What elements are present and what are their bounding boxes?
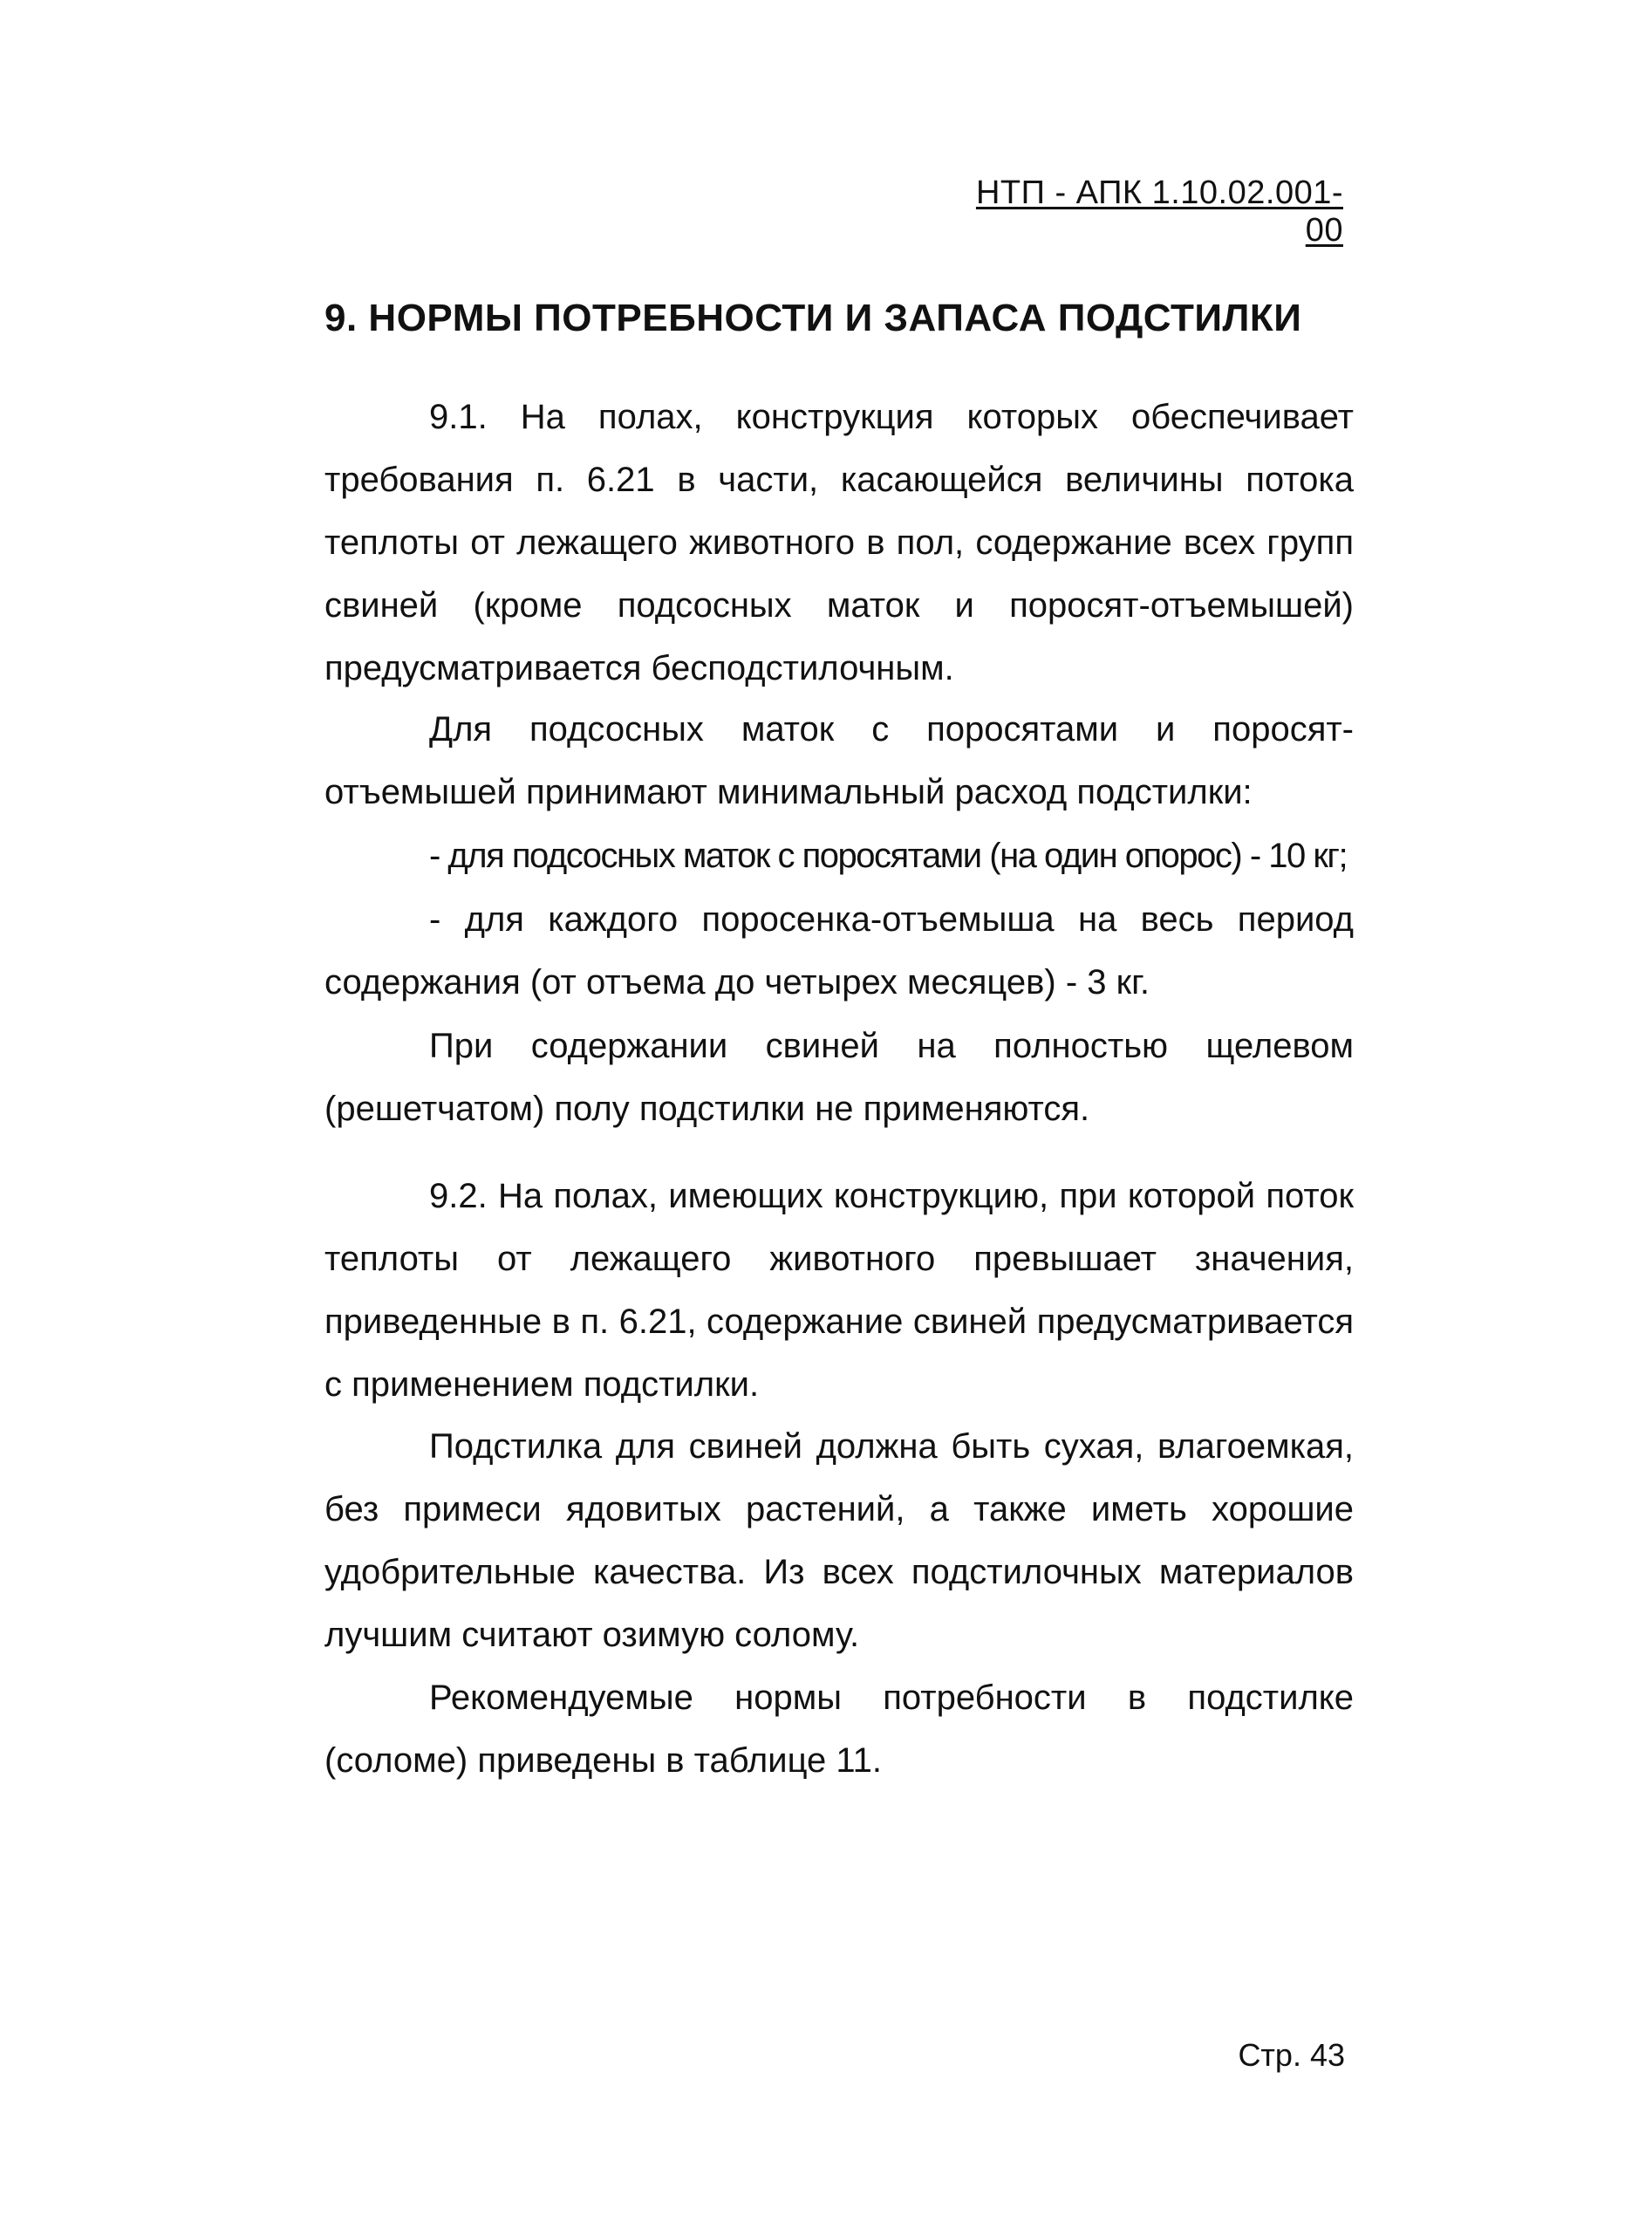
list-item-sows: - для подсосных маток с поросятами (на один опорос) - 10 кг;	[429, 837, 1348, 875]
list-item-weaners: - для каждого поросенка-отъемыша на весь период содержания (от отъема до четырех месяцев) - 3 кг.	[324, 900, 1354, 1002]
page-number: Стр. 43	[1238, 2037, 1345, 2073]
paragraph-slatted-floor: При содержании свиней на полностью щелевом (решетчатом) полу подстилки не применяются.	[324, 1027, 1354, 1128]
paragraph-bedding-requirements: Подстилка для свиней должна быть сухая, влагоемкая, без примеси ядовитых растений, а также иметь хорошие удобрительные качества. Из всех подстилочных материалов лучшим считают озимую солому.	[324, 1427, 1354, 1654]
paragraph-9-2: 9.2. На полах, имеющих конструкцию, при которой поток теплоты от лежащего животного превышает значения, приведенные в п. 6.21, содержание свиней предусматривается с применением подстилки.	[324, 1177, 1354, 1404]
section-title: 9. НОРМЫ ПОТРЕБНОСТИ И ЗАПАСА ПОДСТИЛКИ	[324, 297, 1302, 339]
document-code-header: НТП - АПК 1.10.02.001-00	[975, 174, 1343, 249]
paragraph-minimal-consumption: Для подсосных маток с поросятами и поросят-отъемышей принимают минимальный расход подстилки:	[324, 710, 1354, 811]
paragraph-table-reference: Рекомендуемые нормы потребности в подстилке (соломе) приведены в таблице 11.	[324, 1679, 1354, 1780]
paragraph-9-1: 9.1. На полах, конструкция которых обеспечивает требования п. 6.21 в части, касающейся величины потока теплоты от лежащего животного в пол, содержание всех групп свиней (кроме подсосных маток и поросят-отъемышей) предусматривается бесподстилочным.	[324, 398, 1354, 687]
